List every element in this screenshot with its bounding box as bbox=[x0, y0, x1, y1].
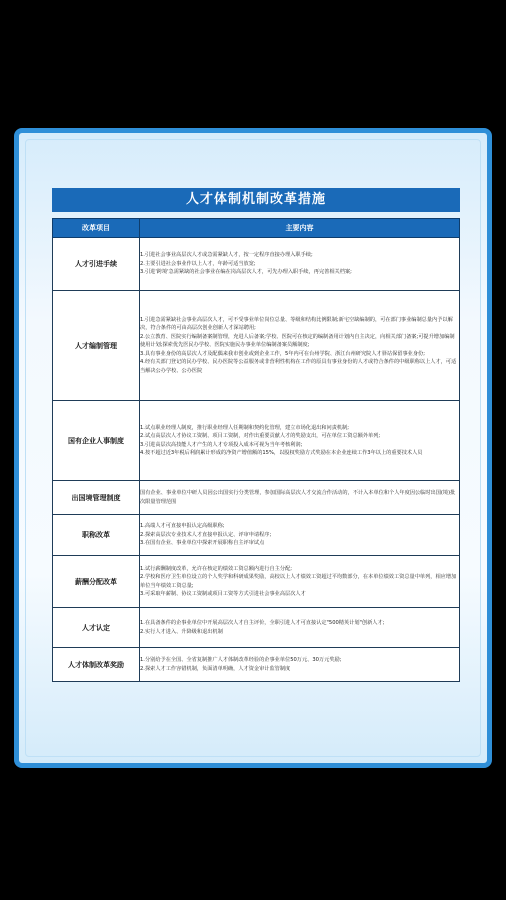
content-line: 2.探索高层次专业技术人才直接申报认定、评审申请程序; bbox=[140, 531, 272, 538]
row-category: 薪酬分配改革 bbox=[53, 556, 140, 608]
content-line: 3.在国有企业、事业单位中探索开展职称自主评审试点 bbox=[140, 540, 265, 547]
row-content bbox=[140, 515, 460, 556]
content-line: 1.引进社会事业高层次人才或急需紧缺人才，按一定程序直接办理入职手续; bbox=[140, 252, 313, 259]
header-content: 主要内容 bbox=[140, 219, 460, 238]
content-line: 国有企业、事业单位中研人员因公出国实行分类管理，参加国际高层次人才交流合作活动的，不计入本单位和个人年度因公临时出国(境)批次限量管理范围 bbox=[140, 490, 456, 505]
table-row bbox=[53, 291, 460, 401]
table-row bbox=[53, 238, 460, 291]
content-line: 2.主要引进社会事业作以上人才，年龄可适当放宽; bbox=[140, 260, 256, 267]
row-content bbox=[140, 238, 460, 291]
content-line: 1.在具备条件的企事业单位中开展高层次人才自主评价，全职引进人才可直接认定"500精英计划"创新人才; bbox=[140, 620, 385, 627]
row-category: 人才编制管理 bbox=[53, 291, 140, 401]
table-row bbox=[53, 481, 460, 515]
row-category: 人才引进手续 bbox=[53, 238, 140, 291]
content-line: 2.学校和医疗卫生单位设立的个人奖学和科研成果奖励，高校以上人才绩效工资超过平均数部分，在本单位绩效工资总量中单列，相应增加单位当年绩效工资总量; bbox=[140, 574, 457, 589]
row-category: 国有企业人事制度 bbox=[53, 401, 140, 481]
content-line: 2.公立教育、医院实行编制备案制管理，充进人后备案;学校、医院可在核定的编制备用计划内自主决定，向相关部门备案;可提升增加编制使用计划;探索优先医民办学校、医院实施民办事业单位编制备案员额制度; bbox=[140, 333, 455, 349]
row-category: 人才体制改革奖励 bbox=[53, 648, 140, 682]
row-category: 职称改革 bbox=[53, 515, 140, 556]
table-row bbox=[53, 648, 460, 682]
row-content bbox=[140, 648, 460, 682]
content-line: 1.高端人才可直接申报认定高级职称; bbox=[140, 523, 225, 530]
content-line: 3.引进高层次高技能人才产生的人才专项投入成本可视为当年考核利润; bbox=[140, 441, 303, 448]
content-line: 1.引进急需紧缺社会事业高层次人才，可不受事业单位岗位总量、等级和结构比例限制;新宅空缺编制的，可在部门事业编制总量内予以解决，符合条件的可由高层次创业创新人才深站聘用; bbox=[140, 317, 453, 332]
row-category: 人才认定 bbox=[53, 608, 140, 648]
content-line: 1.试点职业经理人制度，推行职业经理人任期制和契约化管理，建立市场化退出和问责机制; bbox=[140, 424, 350, 431]
row-content bbox=[140, 556, 460, 608]
content-line: 4.按不超过近3年税后利润累计形成的净资产增值额的15%，以股权奖励方式奖励在本企业连续工作3年以上的重要技术人员 bbox=[140, 449, 423, 456]
content-line: 3.具有事业身份的高层次人才及配偶来我市创业或到企业工作，5年内可在台州学院、浙江台州研究院人才驿站保留事业身份; bbox=[140, 350, 425, 357]
header-category: 改革项目 bbox=[53, 219, 140, 238]
content-line: 3.引进'跨境'急需紧缺的社会事业在编在岗高层次人才，可先办理入职手续，再完善相关档案; bbox=[140, 269, 352, 276]
reform-table bbox=[52, 218, 460, 682]
content-line: 2.探索人才工作容错机制，负面清单明确，人才资金审计监管制度 bbox=[140, 665, 291, 672]
row-content bbox=[140, 291, 460, 401]
content-line: 2.实行人才进入、升降级和退出机制 bbox=[140, 628, 223, 635]
content-line: 1.试行薪酬制度改革，允许在核定的绩效工资总额内进行自主分配; bbox=[140, 565, 292, 572]
content-line: 3.可采取年薪制、协议工资制或项目工资等方式引进社会事业高层次人才 bbox=[140, 590, 306, 597]
table-header-row bbox=[53, 219, 460, 238]
row-content bbox=[140, 481, 460, 515]
table-row bbox=[53, 401, 460, 481]
content-line: 4.经有关部门登记的民办学校、民办医院等公益服务或非营利性机构在工作的原具有事业身份的人才或符合条件的中级职称以上人才，可适当解决公办学校、公办医院 bbox=[140, 359, 457, 374]
table-row bbox=[53, 515, 460, 556]
content-line: 2.试点高层次人才协议工资制、项目工资制，对作出重要贡献人才的奖励支出，可在单位工资总额外单列; bbox=[140, 433, 381, 440]
table-row bbox=[53, 556, 460, 608]
table-row bbox=[53, 608, 460, 648]
content-line: 1.分别给予在全国、全省复制推广人才体制改革经验的企事业单位50万元、30万元奖励; bbox=[140, 657, 342, 664]
row-content bbox=[140, 401, 460, 481]
document-title: 人才体制机制改革措施 bbox=[52, 188, 460, 212]
row-category: 出国境管理制度 bbox=[53, 481, 140, 515]
row-content bbox=[140, 608, 460, 648]
